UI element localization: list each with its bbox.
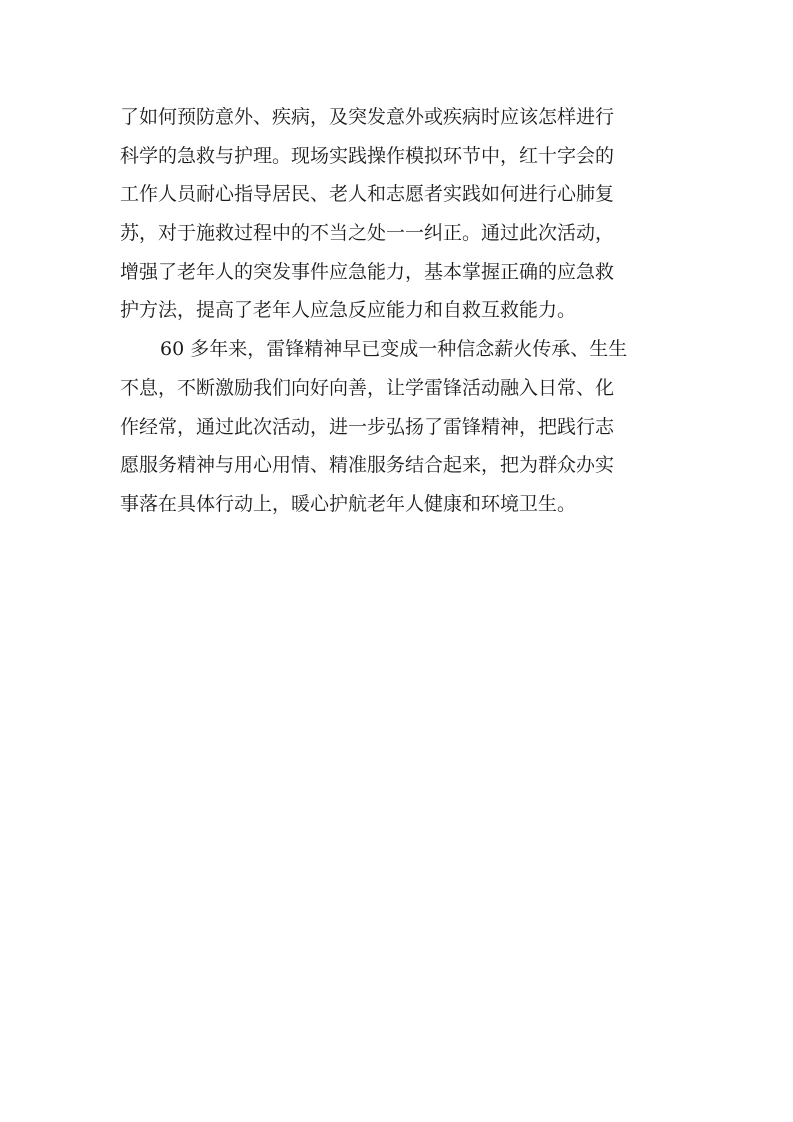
paragraph-2-line: 作经常，通过此次活动，进一步弘扬了雷锋精神，把践行志 [120,415,615,438]
paragraph-1-line: 工作人员耐心指导居民、老人和志愿者实践如何进行心肺复 [120,183,615,206]
paragraph-1-line: 增强了老年人的突发事件应急能力，基本掌握正确的应急救 [120,260,615,283]
paragraph-1 [120,98,680,330]
paragraph-1-line: 了如何预防意外、疾病，及突发意外或疾病时应该怎样进行 [120,106,615,128]
document-body [120,98,680,524]
paragraph-1-line: 科学的急救与护理。现场实践操作模拟环节中，红十字会的 [120,144,615,167]
paragraph-2-line: 愿服务精神与用心用情、精准服务结合起来，把为群众办实 [120,454,615,477]
paragraph-2-line: 事落在具体行动上，暖心护航老年人健康和环境卫生。 [120,492,577,515]
paragraph-1-line: 护方法，提高了老年人应急反应能力和自救互救能力。 [120,299,577,322]
paragraph-2-line: 60 多年来，雷锋精神早已变成一种信念薪火传承、生生 [160,338,628,361]
paragraph-2 [120,330,680,523]
paragraph-2-line: 不息，不断激励我们向好向善，让学雷锋活动融入日常、化 [120,376,615,399]
paragraph-1-line: 苏，对于施救过程中的不当之处一一纠正。通过此次活动， [120,222,615,245]
